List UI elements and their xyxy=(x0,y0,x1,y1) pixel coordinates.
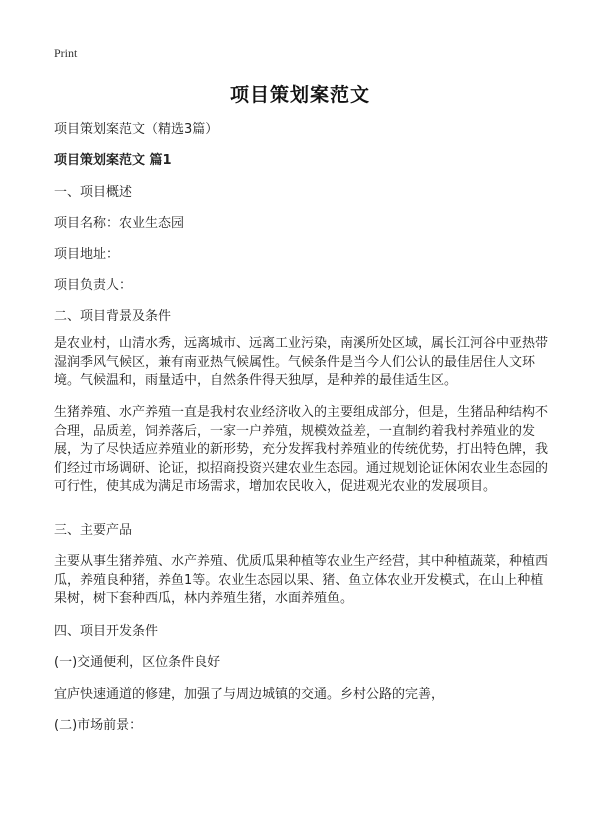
heading-background: 二、项目背景及条件 xyxy=(54,309,172,324)
paragraph-background-1: 是农业村，山清水秀，远离城市、远离工业污染，南溪所处区域，属长江河谷中亚热带湿润季风气候区，兼有南亚热气候属性。气候条件是当今人们公认的最佳居住人文环境。气候温和，雨量适中，自然条件得天独厚，是种养的最佳适生区。 xyxy=(54,336,549,388)
paragraph-products: 主要从事生猪养殖、水产养殖、优质瓜果种植等农业生产经营，其中种植蔬菜，种植西瓜，养殖良种猪，养鱼1等。农业生态园以果、猪、鱼立体农业开发模式，在山上种植果树，树下套种西瓜，林内养殖生猪，水面养殖鱼。 xyxy=(54,554,549,606)
project-name: 项目名称：农业生态园 xyxy=(54,216,185,231)
heading-conditions: 四、项目开发条件 xyxy=(54,624,159,639)
page-title: 项目策划案范文 xyxy=(229,84,370,106)
project-owner: 项目负责人： xyxy=(54,278,133,293)
print-label[interactable]: Print xyxy=(54,46,78,60)
document-subtitle: 项目策划案范文（精选3篇） xyxy=(54,122,219,137)
heading-overview: 一、项目概述 xyxy=(54,185,133,200)
paragraph-transport: 宜庐快速通道的修建，加强了与周边城镇的交通。乡村公路的完善， xyxy=(54,687,445,702)
heading-transport: (一)交通便利，区位条件良好 xyxy=(54,655,221,670)
section-heading: 项目策划案范文 篇1 xyxy=(54,153,172,168)
heading-products: 三、主要产品 xyxy=(54,523,133,538)
project-address: 项目地址： xyxy=(54,247,120,262)
heading-market: (二)市场前景： xyxy=(54,718,143,733)
paragraph-background-2: 生猪养殖、水产养殖一直是我村农业经济收入的主要组成部分，但是，生猪品种结构不合理，品质差，饲养落后，一家一户养殖，规模效益差，一直制约着我村养殖业的发展，为了尽快适应养殖业的新形势，充分发挥我村养殖业的传统优势，打出特色牌，我们经过市场调研、论证，拟招商投资兴建农业生态园。通过规划论证休闲农业生态园的可行性，使其成为满足市场需求，增加农民收入，促进观光农业的发展项目。 xyxy=(54,405,549,494)
